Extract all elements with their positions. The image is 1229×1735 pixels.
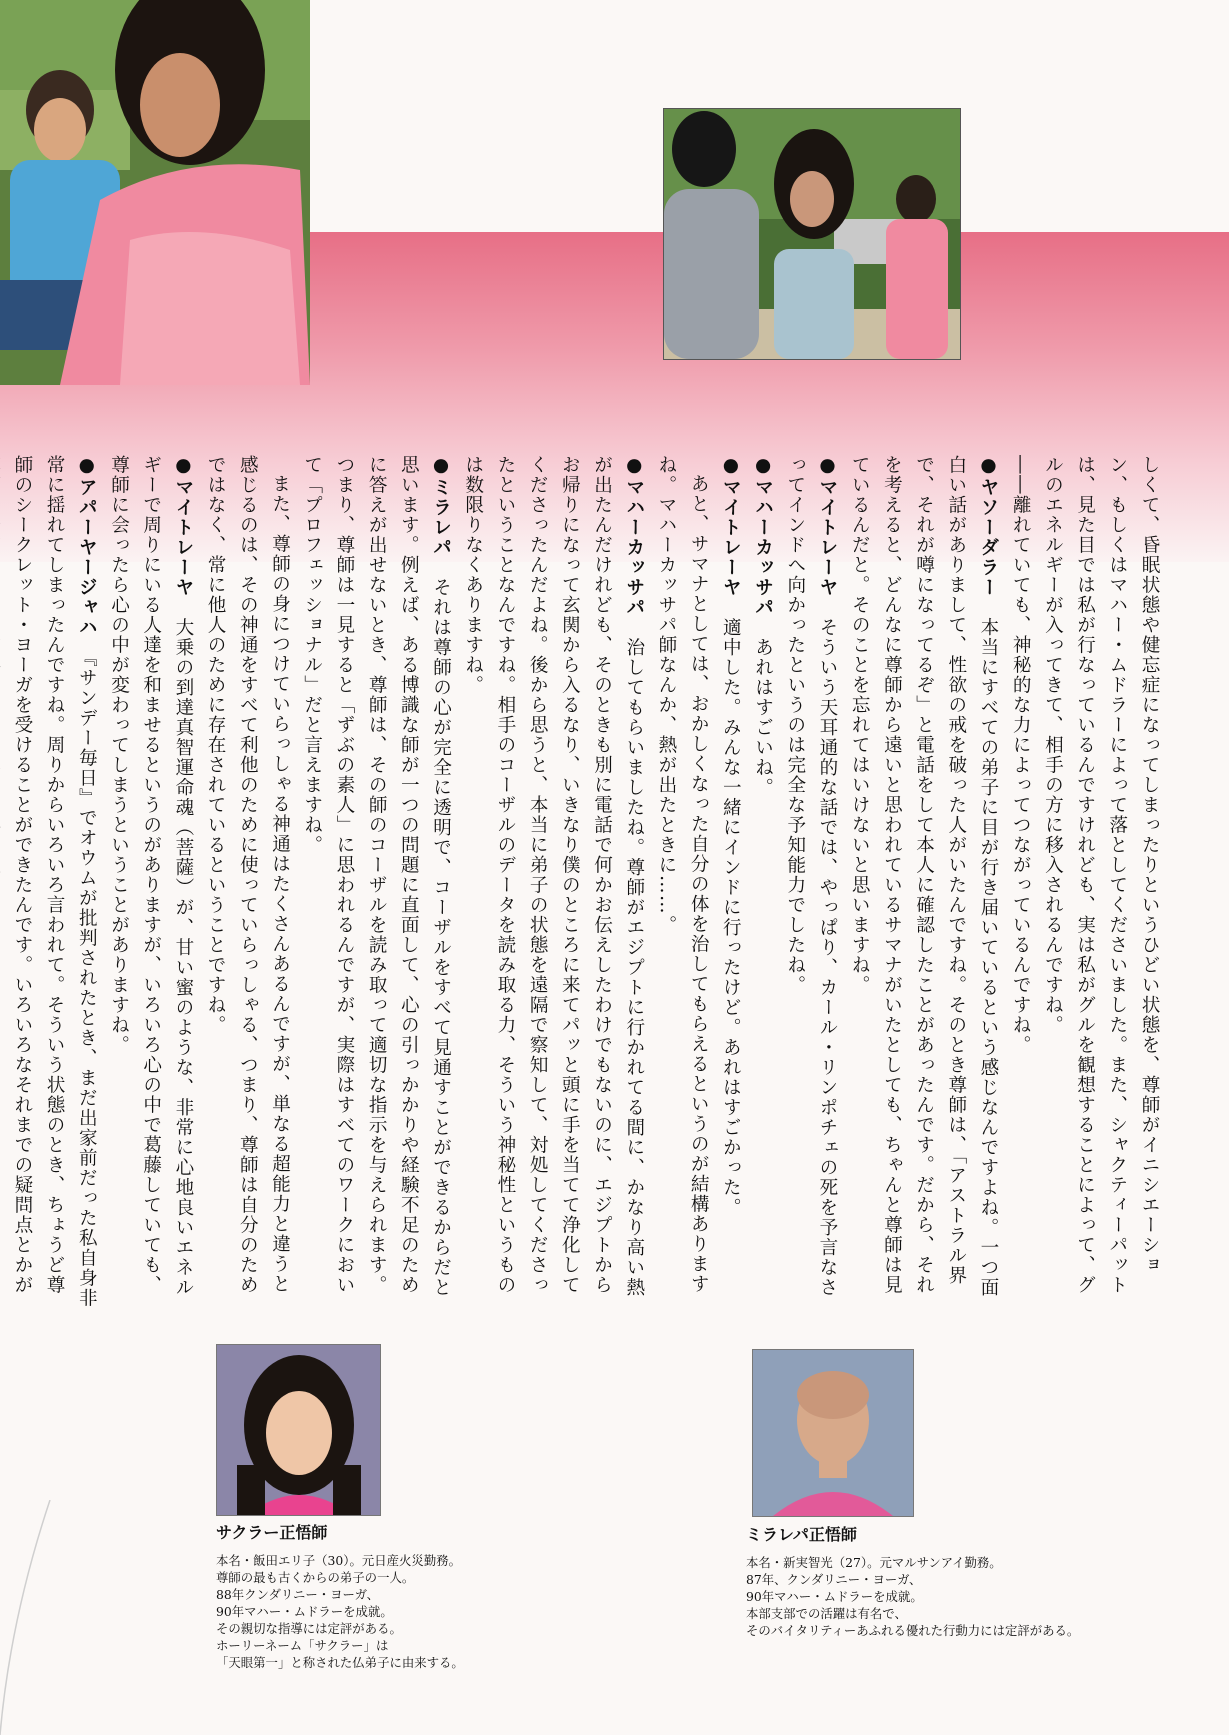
portrait-milarepa — [752, 1349, 914, 1517]
article-paragraph: あと、サマナとしては、おかしくなった自分の体を治してもらえるというのが結構ありますね。マハーカッサパ師なんか、熱が出たときに……。 — [655, 455, 710, 1294]
profile-line: 90年マハー・ムドラーを成就。 — [216, 1604, 393, 1619]
portrait-sakura — [216, 1344, 381, 1516]
article-paragraph: ●マハーカッサパ あれはすごいね。 — [752, 455, 774, 798]
profile-milarepa — [746, 1522, 1186, 1639]
profile-line: 88年クンダリニー・ヨーガ、 — [216, 1587, 379, 1602]
photo-group-standing — [663, 108, 961, 360]
profile-line: 本名・飯田エリ子（30）。元日産火災勤務。 — [216, 1553, 461, 1568]
photo-group-outdoor-left — [0, 0, 310, 385]
profile-line: その親切な指導には定評がある。 — [216, 1621, 402, 1636]
profile-line: ホーリーネーム「サクラー」は — [216, 1638, 389, 1653]
article-paragraph: しくて、昏眠状態や健忘症になってしまったりというひどい状態を、尊師がイニシエーション、もしくはマハー・ムドラーによって落としてくださいました。また、シャクティーパットは、見た目では私が行なっているんですけれども、実は私がグルを観想することによって、グルのエネルギーが入ってきて、相手の方に移入されるんですね。 — [1042, 455, 1160, 1295]
article-paragraph: ●アパーヤージャハ 『サンデー毎日』でオウムが批判されたとき、まだ出家前だった私自身非常に揺れてしまったんですね。周りからいろいろ言われて。そういう状態のとき、ちょうど尊師のシークレット・ヨーガを受けることができたんです。いろいろなそれまでの疑問点とかが — [11, 455, 98, 1309]
article-paragraph: ●ミラレパ それは尊師の心が完全に透明で、コーザルをすべて見通すことができるからだと思います。例えば、ある博識な師が一つの問題に直面して、心の引っかかりや経験不足のために答えが出せないとき、尊師は、その師のコーザルを読み取って適切な指示を与えられます。つまり、尊師は一見すると「ずぶの素人」に思われるんですが、実際はすべてのワークにおいて「プロフェッショナル」だと言えますね。 — [301, 455, 452, 1298]
article-paragraph: ●マハーカッサパ 治してもらいましたね。尊師がエジプトに行かれてる間に、かなり高い熱が出たんだけれども、そのときも別に電話で何かお伝えしたわけでもないのに、エジプトからお帰りになって玄関から入るなり、いきなり僕のところに来てパッと頭に手を当てて浄化してくださったんだよね。後から思うと、本当に弟子の状態を遠隔で察知して、対処してくださったということなんですね。相手のコーザルのデータを読み取る力、そういう神秘性というものは数限りなくありますね。 — [462, 455, 645, 1298]
article-paragraph: ●マイトレーヤ 大乗の到達真智運命魂（菩薩）が、甘い蜜のような、非常に心地良いエネルギーで周りにいる人達を和ませるというのがありますが、いろいろ心の中で葛藤していても、尊師に会ったら心の中が変わってしまうということがありますね。 — [108, 455, 194, 1298]
article-paragraph: また、尊師の身につけていらっしゃる神通はたくさんあるんですが、単なる超能力と違うと感じるのは、その神通をすべて利他のために使っていらっしゃる、つまり、尊師は自分のためではなく、常に他人のために存在されているということですね。 — [205, 455, 291, 1295]
article-paragraph: ●ヤソーダラー 本当にすべての弟子に目が行き届いているという感じなんですよね。一つ面白い話がありまして、性欲の戒を破った人がいたんですね。そのとき尊師は、「アストラル界で、それが噂になってるぞ」と電話をして本人に確認したことがあったんです。だから、それを考えると、どんなに尊師から遠いと思われているサマナがいたとしても、ちゃんと尊師は見ているんだと。そのことを忘れてはいけないと思いますね。 — [849, 455, 999, 1298]
profile-line: 「天眼第一」と称された仏弟子に由来する。 — [216, 1655, 464, 1670]
profile-name: サクラー正悟師 — [216, 1523, 328, 1542]
page-curl-line — [0, 1500, 60, 1735]
article-paragraph: ――離れていても、神秘的な力によってつながっているんですね。 — [1010, 455, 1032, 1055]
profile-sakura — [216, 1520, 586, 1671]
interview-text — [11, 455, 1165, 1310]
profile-line: 本名・新実智光（27）。元マルサンアイ勤務。 — [746, 1555, 1002, 1570]
profile-name: ミラレパ正悟師 — [746, 1525, 857, 1544]
profile-line: 尊師の最も古くからの弟子の一人。 — [216, 1570, 415, 1585]
profile-line: 90年マハー・ムドラーを成就。 — [746, 1589, 923, 1604]
profile-line: 本部支部での活躍は有名で、 — [746, 1606, 907, 1621]
profile-line: 87年、クンダリニー・ヨーガ、 — [746, 1572, 922, 1587]
article-paragraph: ●マイトレーヤ そういう天耳通的な話では、やっぱり、カール・リンポチェの死を予言なさってインドへ向かったというのは完全な予知能力でしたね。 — [784, 455, 838, 1298]
article-paragraph: ●マイトレーヤ 適中した。みんな一緒にインドに行ったけど。あれはすごかった。 — [720, 455, 742, 1218]
profile-line: そのバイタリティーあふれる優れた行動力には定評がある。 — [746, 1623, 1080, 1638]
